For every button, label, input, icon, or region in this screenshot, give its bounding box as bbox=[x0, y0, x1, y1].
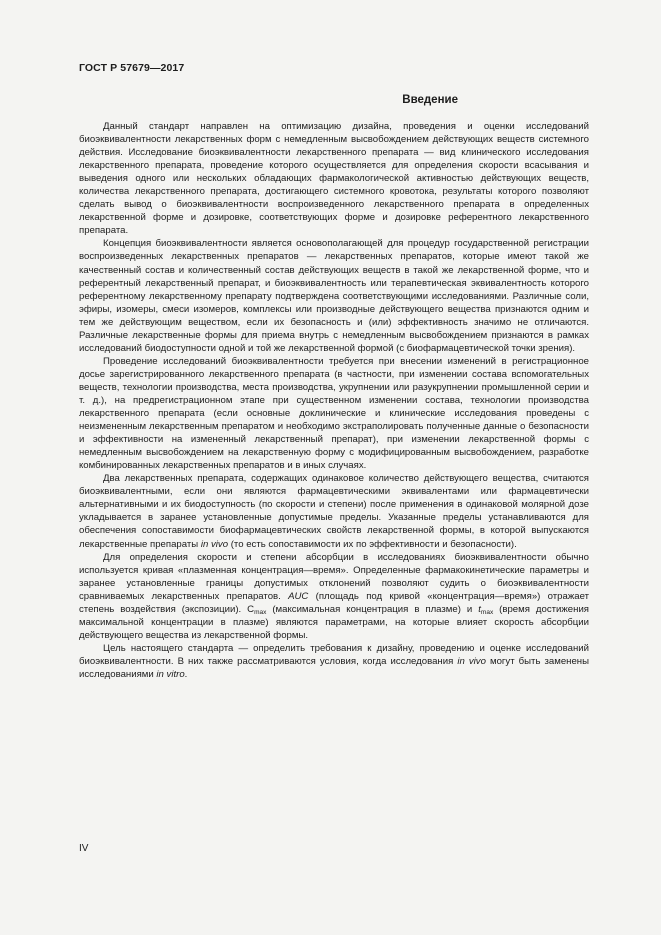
subscript: max bbox=[480, 608, 494, 616]
page-number: IV bbox=[79, 843, 89, 854]
text-run: Проведение исследований биоэквивалентности требуется при внесении изменений в регистрационное досье зарегистрированного лекарственного препарата (в частности, при изменении состава вспомогательных веществ, технологии производства, места производства, укрупнении или разукрупнении промышленной серии и т. д.), на предрегистрационном этапе при существенном изменении состава, технологии производства лекарственного препарата (если основные доклинические и клинические исследования проведены с неизмененным лекарственным препаратом и необходимо экстраполировать полученные данные о безопасности и эффективности на измененный лекарственный препарат), при изменении лекарственной формы с немедленным высвобождением на лекарственную форму с модифицированным высвобождением, разработке комбинированных лекарственных препаратов и в иных случаях. bbox=[79, 355, 589, 472]
italic-term: in vivo bbox=[457, 655, 486, 667]
text-run: Концепция биоэквивалентности является основополагающей для процедур государственной регистрации воспроизведенных лекарственных препаратов — лекарственных препаратов, которые имеют такой же качественный состав и количественный состав действующих веществ в такой же лекарственной форме, что и референтный лекарственный препарат, и биоэквивалентность или терапевтическая эквивалентность которого референтному лекарственному препарату подтверждена соответствующими исследованиями. Различные соли, эфиры, изомеры, смеси изомеров, комплексы или производные действующего вещества признаются одним и тем же действующим веществом, если их безопасность и (или) эффективность значимо не отличаются. Различные лекарственные формы для приема внутрь с немедленным высвобождением признаются в рамках исследований биодоступности одной и той же лекарственной формой (с биофармацевтической точки зрения). bbox=[79, 238, 589, 354]
italic-term: in vitro bbox=[156, 668, 185, 680]
text-run: (время достижения максимальной концентрации в плазме) являются параметрами, на которые влияет скорость абсорбции действующего вещества из лекарственной формы. bbox=[79, 603, 589, 641]
paragraph bbox=[79, 642, 589, 681]
paragraph bbox=[79, 120, 589, 237]
section-title bbox=[79, 94, 582, 106]
text-run: Цель настоящего стандарта — определить требования к дизайну, проведению и оценке исследований биоэквивалентности. В них также рассматриваются условия, когда исследования bbox=[79, 642, 589, 667]
body-text bbox=[79, 120, 589, 681]
text-run: (максимальная концентрация в плазме) и bbox=[266, 603, 479, 615]
section-title-text: Введение bbox=[402, 94, 458, 106]
italic-term: AUC bbox=[288, 590, 309, 602]
italic-term: in vivo bbox=[200, 538, 229, 550]
text-run: Два лекарственных препарата, содержащих одинаковое количество действующего вещества, считаются биоэквивалентными, если они являются фармацевтическими эквивалентами или фармацевтически альтернативными и их биодоступность (по скорости и степени) после применения в одинаковой молярной дозе укладывается в заранее установленные допустимые пределы. Указанные пределы устанавливаются для обеспечения сопоставимости биофармацевтических свойств лекарственной формы, в которой выпускаются лекарственные препараты bbox=[79, 473, 589, 550]
subscript: max bbox=[254, 608, 267, 616]
paragraph bbox=[79, 237, 589, 354]
italic-term: t bbox=[478, 603, 481, 615]
text-run: Данный стандарт направлен на оптимизацию дизайна, проведения и оценки исследований биоэквивалентности лекарственных форм с немедленным высвобождением действующих веществ системного действия. Исследование биоэквивалентности лекарственного препарата — вид клинического исследования лекарственного препарата, проведение которого осуществляется для определения скорости всасывания и выведения одного или нескольких обладающих фармакологической активностью действующих веществ, количества лекарственного препарата, достигающего системного кровотока, результаты которого позволяют сделать вывод о биоэквивалентности воспроизведенного лекарственного препарата в определенных лекарственной форме и дозировке, соответствующих форме и дозировке референтного лекарственного препарата. bbox=[79, 121, 589, 237]
text-run: могут быть заменены исследованиями bbox=[79, 655, 589, 680]
text-run: (площадь под кривой «концентрация—время») отражает степень воздействия (экспозиции). C bbox=[79, 590, 589, 615]
document-id: ГОСТ Р 57679—2017 bbox=[79, 62, 185, 74]
paragraph bbox=[79, 551, 589, 642]
text-run: (то есть сопоставимости их по эффективности и безопасности). bbox=[228, 538, 517, 550]
paragraph bbox=[79, 355, 589, 472]
paragraph bbox=[79, 472, 589, 550]
text-run: Для определения скорости и степени абсорбции в исследованиях биоэквивалентности обычно используется кривая «плазменная концентрация—время». Определенные фармакокинетические параметры и заранее установленные границы допустимых отклонений позволяют судить о биоэквивалентности сравниваемых лекарственных препаратов. bbox=[79, 551, 589, 602]
text-run: . bbox=[184, 668, 188, 680]
